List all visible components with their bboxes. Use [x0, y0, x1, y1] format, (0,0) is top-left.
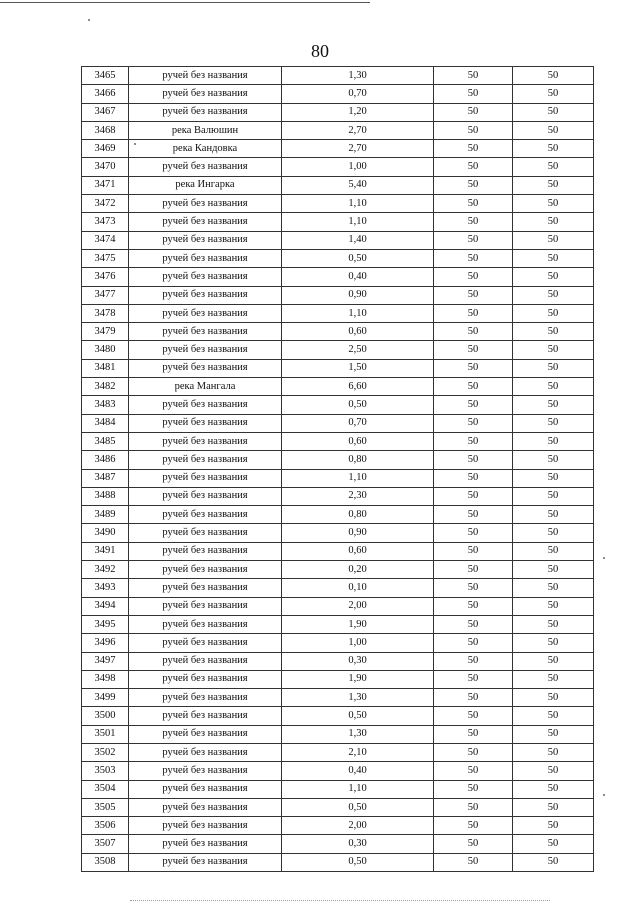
- value-cell-5: 50: [513, 195, 594, 213]
- value-cell-5: 50: [513, 707, 594, 725]
- table-row: [82, 689, 594, 707]
- length-cell: 1,20: [282, 103, 434, 121]
- row-number-cell: 3500: [82, 707, 129, 725]
- table-row: [82, 817, 594, 835]
- row-number-cell: 3472: [82, 195, 129, 213]
- table-row: [82, 249, 594, 267]
- value-cell-4: 50: [434, 451, 513, 469]
- length-cell: 1,10: [282, 780, 434, 798]
- value-cell-4: 50: [434, 304, 513, 322]
- row-number-cell: 3479: [82, 323, 129, 341]
- table-row: [82, 743, 594, 761]
- value-cell-4: 50: [434, 597, 513, 615]
- value-cell-5: 50: [513, 451, 594, 469]
- row-number-cell: 3485: [82, 432, 129, 450]
- value-cell-4: 50: [434, 853, 513, 871]
- length-cell: 1,90: [282, 615, 434, 633]
- row-number-cell: 3493: [82, 579, 129, 597]
- value-cell-5: 50: [513, 323, 594, 341]
- row-number-cell: 3504: [82, 780, 129, 798]
- table-row: [82, 506, 594, 524]
- length-cell: 1,90: [282, 670, 434, 688]
- value-cell-4: 50: [434, 176, 513, 194]
- water-body-name-cell: ручей без названия: [129, 561, 282, 579]
- value-cell-4: 50: [434, 121, 513, 139]
- row-number-cell: 3465: [82, 67, 129, 85]
- value-cell-4: 50: [434, 414, 513, 432]
- value-cell-4: 50: [434, 469, 513, 487]
- row-number-cell: 3490: [82, 524, 129, 542]
- value-cell-4: 50: [434, 524, 513, 542]
- value-cell-5: 50: [513, 432, 594, 450]
- row-number-cell: 3478: [82, 304, 129, 322]
- value-cell-4: 50: [434, 158, 513, 176]
- page-number: 80: [311, 41, 329, 61]
- value-cell-5: 50: [513, 762, 594, 780]
- water-body-name-cell: ручей без названия: [129, 597, 282, 615]
- row-number-cell: 3497: [82, 652, 129, 670]
- length-cell: 0,50: [282, 707, 434, 725]
- length-cell: 1,40: [282, 231, 434, 249]
- row-number-cell: 3486: [82, 451, 129, 469]
- table-row: [82, 487, 594, 505]
- water-body-name-cell: ручей без названия: [129, 195, 282, 213]
- value-cell-5: 50: [513, 524, 594, 542]
- scan-speck: [603, 794, 605, 796]
- table-row: [82, 158, 594, 176]
- value-cell-5: 50: [513, 835, 594, 853]
- row-number-cell: 3466: [82, 85, 129, 103]
- water-body-name-cell: ручей без названия: [129, 762, 282, 780]
- length-cell: 2,00: [282, 817, 434, 835]
- value-cell-5: 50: [513, 469, 594, 487]
- row-number-cell: 3477: [82, 286, 129, 304]
- value-cell-4: 50: [434, 725, 513, 743]
- table-row: [82, 103, 594, 121]
- table-row: [82, 762, 594, 780]
- table-row: [82, 542, 594, 560]
- row-number-cell: 3498: [82, 670, 129, 688]
- value-cell-5: 50: [513, 487, 594, 505]
- table-row: [82, 798, 594, 816]
- value-cell-5: 50: [513, 652, 594, 670]
- table-row: [82, 67, 594, 85]
- value-cell-5: 50: [513, 743, 594, 761]
- length-cell: 2,10: [282, 743, 434, 761]
- water-body-name-cell: река Валюшин: [129, 121, 282, 139]
- water-body-name-cell: ручей без названия: [129, 85, 282, 103]
- length-cell: 2,50: [282, 341, 434, 359]
- table-row: [82, 304, 594, 322]
- water-body-name-cell: ручей без названия: [129, 323, 282, 341]
- table-body: [82, 67, 594, 872]
- length-cell: 5,40: [282, 176, 434, 194]
- length-cell: 0,90: [282, 524, 434, 542]
- table-row: [82, 432, 594, 450]
- water-body-name-cell: ручей без названия: [129, 158, 282, 176]
- scan-speck: [88, 19, 90, 21]
- water-body-name-cell: ручей без названия: [129, 853, 282, 871]
- length-cell: 1,00: [282, 158, 434, 176]
- length-cell: 0,50: [282, 249, 434, 267]
- water-body-name-cell: река Кандовка: [129, 140, 282, 158]
- value-cell-4: 50: [434, 286, 513, 304]
- length-cell: 2,70: [282, 140, 434, 158]
- value-cell-5: 50: [513, 359, 594, 377]
- row-number-cell: 3473: [82, 213, 129, 231]
- value-cell-5: 50: [513, 597, 594, 615]
- length-cell: 0,60: [282, 542, 434, 560]
- value-cell-5: 50: [513, 670, 594, 688]
- water-body-name-cell: река Мангала: [129, 378, 282, 396]
- water-body-name-cell: ручей без названия: [129, 506, 282, 524]
- value-cell-5: 50: [513, 798, 594, 816]
- water-body-name-cell: ручей без названия: [129, 213, 282, 231]
- water-body-name-cell: ручей без названия: [129, 835, 282, 853]
- value-cell-4: 50: [434, 268, 513, 286]
- value-cell-5: 50: [513, 140, 594, 158]
- row-number-cell: 3505: [82, 798, 129, 816]
- length-cell: 0,80: [282, 451, 434, 469]
- row-number-cell: 3507: [82, 835, 129, 853]
- length-cell: 0,10: [282, 579, 434, 597]
- table-row: [82, 652, 594, 670]
- row-number-cell: 3503: [82, 762, 129, 780]
- value-cell-5: 50: [513, 158, 594, 176]
- table-row: [82, 615, 594, 633]
- length-cell: 2,30: [282, 487, 434, 505]
- table-row: [82, 231, 594, 249]
- length-cell: 0,50: [282, 798, 434, 816]
- water-body-name-cell: ручей без названия: [129, 743, 282, 761]
- table-row: [82, 670, 594, 688]
- row-number-cell: 3488: [82, 487, 129, 505]
- value-cell-5: 50: [513, 103, 594, 121]
- value-cell-5: 50: [513, 286, 594, 304]
- row-number-cell: 3475: [82, 249, 129, 267]
- length-cell: 2,00: [282, 597, 434, 615]
- value-cell-4: 50: [434, 615, 513, 633]
- length-cell: 1,30: [282, 689, 434, 707]
- row-number-cell: 3508: [82, 853, 129, 871]
- water-body-name-cell: ручей без названия: [129, 268, 282, 286]
- bottom-scan-edge: [130, 900, 550, 901]
- length-cell: 0,80: [282, 506, 434, 524]
- value-cell-5: 50: [513, 634, 594, 652]
- length-cell: 1,00: [282, 634, 434, 652]
- value-cell-5: 50: [513, 414, 594, 432]
- row-number-cell: 3467: [82, 103, 129, 121]
- value-cell-4: 50: [434, 432, 513, 450]
- value-cell-5: 50: [513, 579, 594, 597]
- water-body-name-cell: ручей без названия: [129, 725, 282, 743]
- length-cell: 0,40: [282, 268, 434, 286]
- length-cell: 1,10: [282, 195, 434, 213]
- value-cell-4: 50: [434, 835, 513, 853]
- value-cell-5: 50: [513, 249, 594, 267]
- length-cell: 0,20: [282, 561, 434, 579]
- table-row: [82, 634, 594, 652]
- row-number-cell: 3483: [82, 396, 129, 414]
- length-cell: 2,70: [282, 121, 434, 139]
- table-row: [82, 524, 594, 542]
- value-cell-5: 50: [513, 85, 594, 103]
- table-row: [82, 213, 594, 231]
- length-cell: 6,60: [282, 378, 434, 396]
- table-row: [82, 121, 594, 139]
- value-cell-5: 50: [513, 176, 594, 194]
- length-cell: 0,70: [282, 414, 434, 432]
- row-number-cell: 3492: [82, 561, 129, 579]
- water-body-name-cell: река Ингарка: [129, 176, 282, 194]
- scan-speck: [134, 143, 136, 145]
- value-cell-5: 50: [513, 396, 594, 414]
- value-cell-4: 50: [434, 103, 513, 121]
- table-row: [82, 268, 594, 286]
- row-number-cell: 3506: [82, 817, 129, 835]
- row-number-cell: 3481: [82, 359, 129, 377]
- value-cell-4: 50: [434, 798, 513, 816]
- row-number-cell: 3471: [82, 176, 129, 194]
- value-cell-4: 50: [434, 85, 513, 103]
- value-cell-4: 50: [434, 689, 513, 707]
- value-cell-5: 50: [513, 725, 594, 743]
- table-row: [82, 707, 594, 725]
- value-cell-5: 50: [513, 341, 594, 359]
- water-body-name-cell: ручей без названия: [129, 524, 282, 542]
- value-cell-4: 50: [434, 634, 513, 652]
- row-number-cell: 3484: [82, 414, 129, 432]
- water-body-name-cell: ручей без названия: [129, 817, 282, 835]
- length-cell: 0,30: [282, 652, 434, 670]
- row-number-cell: 3487: [82, 469, 129, 487]
- table-row: [82, 176, 594, 194]
- table-row: [82, 597, 594, 615]
- value-cell-5: 50: [513, 853, 594, 871]
- value-cell-4: 50: [434, 561, 513, 579]
- water-body-name-cell: ручей без названия: [129, 670, 282, 688]
- water-body-name-cell: ручей без названия: [129, 780, 282, 798]
- value-cell-5: 50: [513, 121, 594, 139]
- length-cell: 0,40: [282, 762, 434, 780]
- water-body-name-cell: ручей без названия: [129, 249, 282, 267]
- table-row: [82, 85, 594, 103]
- value-cell-4: 50: [434, 249, 513, 267]
- value-cell-4: 50: [434, 195, 513, 213]
- table-row: [82, 359, 594, 377]
- row-number-cell: 3480: [82, 341, 129, 359]
- value-cell-4: 50: [434, 506, 513, 524]
- row-number-cell: 3496: [82, 634, 129, 652]
- length-cell: 0,70: [282, 85, 434, 103]
- value-cell-5: 50: [513, 213, 594, 231]
- water-body-name-cell: ручей без названия: [129, 359, 282, 377]
- length-cell: 1,30: [282, 67, 434, 85]
- table-row: [82, 561, 594, 579]
- water-body-name-cell: ручей без названия: [129, 707, 282, 725]
- water-body-name-cell: ручей без названия: [129, 286, 282, 304]
- value-cell-4: 50: [434, 323, 513, 341]
- value-cell-5: 50: [513, 304, 594, 322]
- table-row: [82, 469, 594, 487]
- value-cell-4: 50: [434, 743, 513, 761]
- table-row: [82, 725, 594, 743]
- length-cell: 0,60: [282, 323, 434, 341]
- length-cell: 1,30: [282, 725, 434, 743]
- value-cell-4: 50: [434, 487, 513, 505]
- row-number-cell: 3470: [82, 158, 129, 176]
- value-cell-4: 50: [434, 652, 513, 670]
- top-rule: [0, 2, 370, 3]
- table-row: [82, 378, 594, 396]
- row-number-cell: 3499: [82, 689, 129, 707]
- length-cell: 0,50: [282, 853, 434, 871]
- length-cell: 0,30: [282, 835, 434, 853]
- row-number-cell: 3495: [82, 615, 129, 633]
- row-number-cell: 3494: [82, 597, 129, 615]
- value-cell-4: 50: [434, 140, 513, 158]
- table-row: [82, 835, 594, 853]
- water-body-name-cell: ручей без названия: [129, 341, 282, 359]
- value-cell-4: 50: [434, 67, 513, 85]
- water-body-name-cell: ручей без названия: [129, 542, 282, 560]
- water-body-name-cell: ручей без названия: [129, 432, 282, 450]
- length-cell: 1,50: [282, 359, 434, 377]
- value-cell-4: 50: [434, 780, 513, 798]
- value-cell-5: 50: [513, 615, 594, 633]
- row-number-cell: 3474: [82, 231, 129, 249]
- value-cell-5: 50: [513, 506, 594, 524]
- row-number-cell: 3491: [82, 542, 129, 560]
- value-cell-4: 50: [434, 341, 513, 359]
- water-body-name-cell: ручей без названия: [129, 103, 282, 121]
- table-row: [82, 140, 594, 158]
- value-cell-4: 50: [434, 707, 513, 725]
- value-cell-4: 50: [434, 762, 513, 780]
- water-body-name-cell: ручей без названия: [129, 634, 282, 652]
- table-row: [82, 396, 594, 414]
- water-body-name-cell: ручей без названия: [129, 231, 282, 249]
- length-cell: 1,10: [282, 213, 434, 231]
- water-body-name-cell: ручей без названия: [129, 689, 282, 707]
- length-cell: 0,60: [282, 432, 434, 450]
- length-cell: 1,10: [282, 304, 434, 322]
- water-body-name-cell: ручей без названия: [129, 67, 282, 85]
- value-cell-4: 50: [434, 542, 513, 560]
- value-cell-4: 50: [434, 213, 513, 231]
- row-number-cell: 3482: [82, 378, 129, 396]
- value-cell-4: 50: [434, 396, 513, 414]
- value-cell-4: 50: [434, 359, 513, 377]
- value-cell-5: 50: [513, 689, 594, 707]
- table-row: [82, 323, 594, 341]
- value-cell-5: 50: [513, 817, 594, 835]
- row-number-cell: 3489: [82, 506, 129, 524]
- value-cell-5: 50: [513, 561, 594, 579]
- table-row: [82, 414, 594, 432]
- row-number-cell: 3501: [82, 725, 129, 743]
- table-row: [82, 780, 594, 798]
- table-row: [82, 286, 594, 304]
- table-row: [82, 853, 594, 871]
- water-body-name-cell: ручей без названия: [129, 414, 282, 432]
- water-body-name-cell: ручей без названия: [129, 798, 282, 816]
- row-number-cell: 3476: [82, 268, 129, 286]
- table-row: [82, 341, 594, 359]
- value-cell-5: 50: [513, 67, 594, 85]
- scan-speck: [603, 557, 605, 559]
- value-cell-5: 50: [513, 378, 594, 396]
- value-cell-4: 50: [434, 670, 513, 688]
- water-bodies-table: [81, 66, 594, 872]
- water-body-name-cell: ручей без названия: [129, 487, 282, 505]
- value-cell-4: 50: [434, 579, 513, 597]
- water-body-name-cell: ручей без названия: [129, 579, 282, 597]
- length-cell: 1,10: [282, 469, 434, 487]
- water-body-name-cell: ручей без названия: [129, 304, 282, 322]
- value-cell-5: 50: [513, 268, 594, 286]
- row-number-cell: 3468: [82, 121, 129, 139]
- water-body-name-cell: ручей без названия: [129, 396, 282, 414]
- value-cell-5: 50: [513, 542, 594, 560]
- value-cell-5: 50: [513, 780, 594, 798]
- row-number-cell: 3469: [82, 140, 129, 158]
- value-cell-4: 50: [434, 231, 513, 249]
- value-cell-5: 50: [513, 231, 594, 249]
- row-number-cell: 3502: [82, 743, 129, 761]
- table-row: [82, 195, 594, 213]
- water-body-name-cell: ручей без названия: [129, 451, 282, 469]
- value-cell-4: 50: [434, 817, 513, 835]
- length-cell: 0,50: [282, 396, 434, 414]
- water-body-name-cell: ручей без названия: [129, 652, 282, 670]
- value-cell-4: 50: [434, 378, 513, 396]
- water-body-name-cell: ручей без названия: [129, 469, 282, 487]
- table-row: [82, 451, 594, 469]
- table-row: [82, 579, 594, 597]
- length-cell: 0,90: [282, 286, 434, 304]
- water-body-name-cell: ручей без названия: [129, 615, 282, 633]
